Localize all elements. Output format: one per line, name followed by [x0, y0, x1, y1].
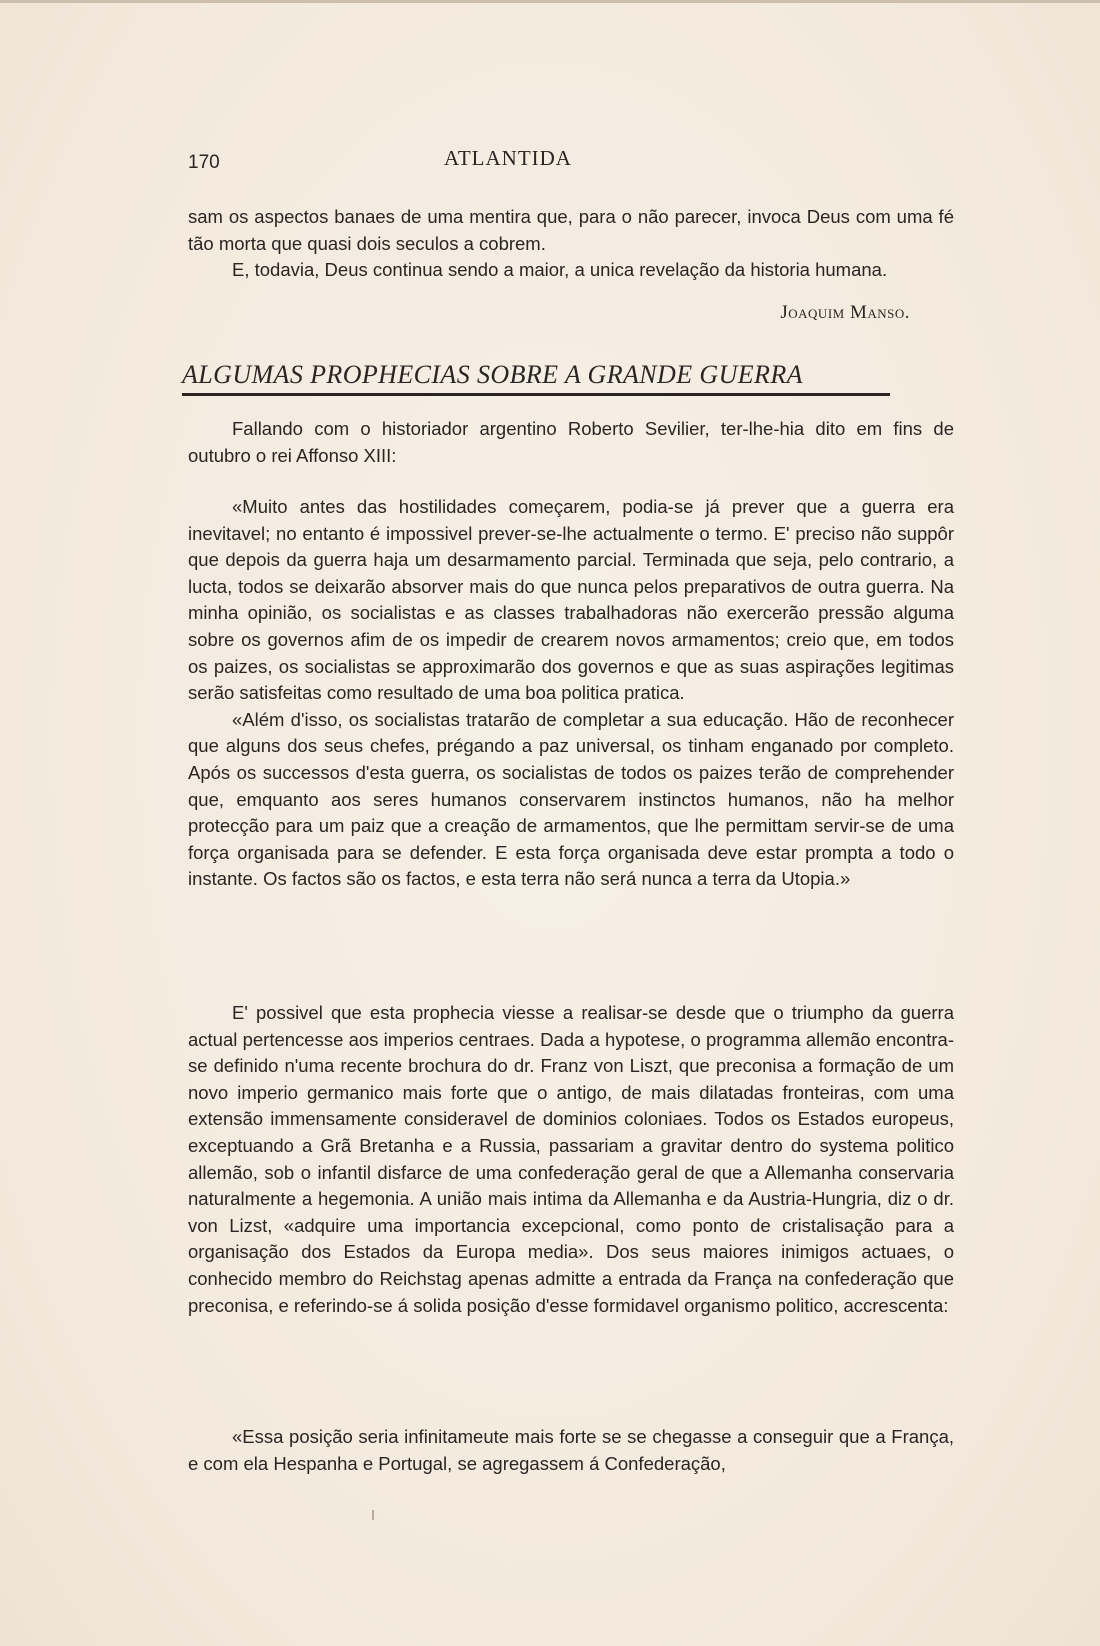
quote-paragraph: «Muito antes das hostilidades começarem, podia-se já prever que a guerra era inevitavel; no entanto é impossivel prever-se-lhe actualmente o termo. E' preciso não suppôr que depois da guerra haja um desarmamento parcial. Terminada que seja, pelo contrario, a lucta, todos se deixarão absorver mais do que nunca pelos preparativos de outra guerra. Na minha opinião, os socialistas e as classes trabalhadoras não exercerão pressão alguma sobre os governos afim de os impedir de crearem novos armamentos; creio que, em todos os paizes, os socialistas se approximarão dos governos e que as suas aspirações legitimas serão satisfeitas como resultado de uma boa politica pratica.: [188, 496, 954, 704]
printer-mark: [372, 1510, 374, 1520]
previous-article-ending: [188, 204, 954, 284]
running-title: ATLANTIDA: [444, 146, 572, 170]
liszt-quote: [188, 1424, 954, 1477]
page-header: [188, 146, 958, 176]
page-number: 170: [188, 152, 220, 173]
quote-paragraph: «Além d'isso, os socialistas tratarão de completar a sua educação. Hão de reconhecer que alguns dos seus chefes, prégando a paz universal, os tinham enganado por completo. Após os successos d'esta guerra, os socialistas de todos os paizes terão de comprehender que, emquanto aos seres humanos conservarem instinctos humanos, não ha melhor protecção para um paiz que a creação de armamentos, que lhe permittam servir-se de uma força organisada para se defender. E esta força organisada deve estar prompta a todo o instante. Os factos são os factos, e esta terra não será nunca a terra da Utopia.»: [188, 708, 954, 890]
page-top-edge: [0, 0, 1100, 3]
author-signature: Joaquim Manso.: [780, 302, 910, 323]
article-intro: [188, 416, 954, 469]
article-title: ALGUMAS PROPHECIAS SOBRE A GRANDE GUERRA: [182, 360, 803, 389]
quote-paragraph: «Essa posição seria infinitameute mais forte se se chegasse a conseguir que a França, e com ela Hespanha e Portugal, se agregassem á Confederação,: [188, 1426, 954, 1474]
body-paragraph: E' possivel que esta prophecia viesse a realisar-se desde que o triumpho da guerra actual pertencesse aos imperios centraes. Dada a hypotese, o programma allemão encontra-se definido n'uma recente brochura do dr. Franz von Liszt, que preconisa a formação de um novo imperio germanico mais forte que o antigo, de mais dilatadas fronteiras, com uma extensão immensamente consideravel de dominios coloniaes. Todos os Estados europeus, exceptuando a Grã Bretanha e a Russia, passariam a gravitar dentro do systema politico allemão, sob o infantil disfarce de uma confederação geral de que a Allemanha conservaria naturalmente a hegemonia. A união mais intima da Allemanha e da Austria-Hungria, diz o dr. von Lizst, «adquire uma importancia excepcional, como ponto de cristalisação para a organisação dos Estados da Europa media». Dos seus maiores inimigos actuaes, o conhecido membro do Reichstag apenas admitte a entrada da França na confederação que preconisa, e referindo-se á solida posição d'esse formidavel organismo politico, accrescenta:: [188, 1002, 954, 1316]
article-body: [188, 1000, 954, 1319]
previous-article-paragraph: sam os aspectos banaes de uma mentira que, para o não parecer, invoca Deus com uma fé tão morta que quasi dois seculos a cobrem.: [188, 206, 954, 254]
title-underline: [182, 393, 890, 396]
previous-article-paragraph: E, todavia, Deus continua sendo a maior, a unica revelação da historia humana.: [232, 259, 888, 281]
intro-paragraph: Fallando com o historiador argentino Roberto Sevilier, ter-lhe-hia dito em fins de outubro o rei Affonso XIII:: [188, 418, 954, 466]
king-quote: [188, 494, 954, 893]
